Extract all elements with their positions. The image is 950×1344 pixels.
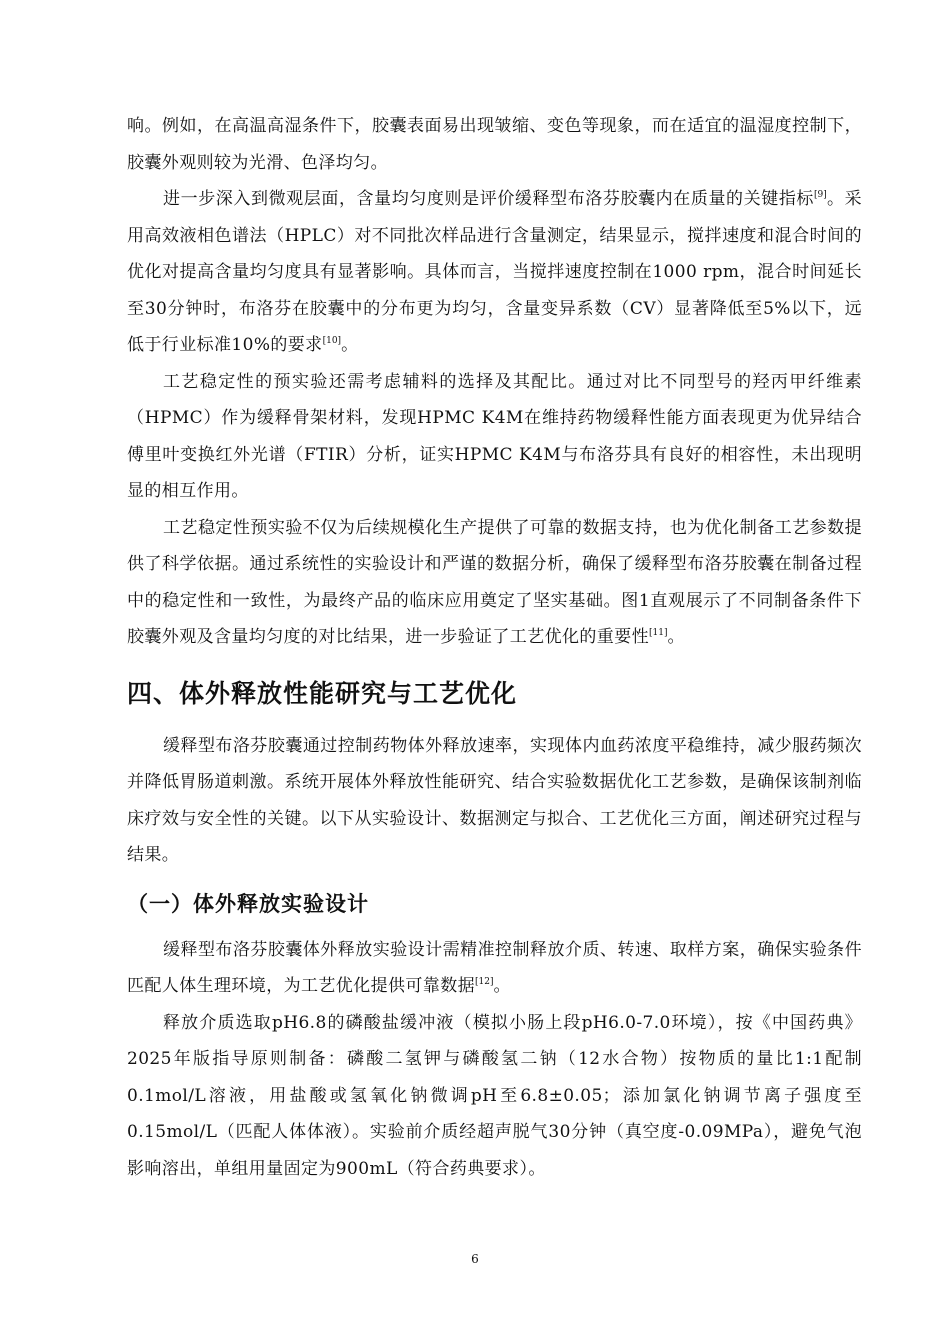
paragraph-text: 缓释型布洛芬胶囊体外释放实验设计需精准控制释放介质、转速、取样方案，确保实验条件匹配人体生理环境，为工艺优化提供可靠数据 — [127, 939, 862, 996]
document-body — [127, 108, 862, 1187]
paragraph-text: 释放介质选取pH6.8的磷酸盐缓冲液（模拟小肠上段pH6.0-7.0环境），按《中国药典》2025年版指导原则制备：磷酸二氢钾与磷酸氢二钠（12水合物）按物质的量比1:1配制0.1mol/L溶液，用盐酸或氢氧化钠微调pH至6.8±0.05；添加氯化钠调节离子强度至0.15mol/L（匹配人体体液）。实验前介质经超声脱气30分钟（真空度-0.09MPa），避免气泡影响溶出，单组用量固定为900mL（符合药典要求）。 — [127, 1012, 862, 1179]
paragraph-text: 工艺稳定性的预实验还需考虑辅料的选择及其配比。通过对比不同型号的羟丙甲纤维素（HPMC）作为缓释骨架材料，发现HPMC K4M在维持药物缓释性能方面表现更为优异结合傅里叶变换红外光谱（FTIR）分析，证实HPMC K4M与布洛芬具有良好的相容性，未出现明显的相互作用。 — [127, 371, 862, 501]
paragraph-text: 。 — [341, 335, 359, 355]
paragraph-excipients — [127, 364, 862, 510]
paragraph-release-medium — [127, 1005, 862, 1188]
citation: [10] — [322, 336, 342, 346]
paragraph-process-stability — [127, 510, 862, 656]
paragraph-section-intro — [127, 728, 862, 874]
paragraph-text: 缓释型布洛芬胶囊通过控制药物体外释放速率，实现体内血药浓度平稳维持，减少服药频次并降低胃肠道刺激。系统开展体外释放性能研究、结合实验数据优化工艺参数，是确保该制剂临床疗效与安全性的关键。以下从实验设计、数据测定与拟合、工艺优化三方面，阐述研究过程与结果。 — [127, 735, 862, 865]
paragraph-release-design — [127, 932, 862, 1005]
paragraph-text: 。 — [493, 976, 511, 996]
citation: [12] — [475, 977, 494, 987]
paragraph-text: 。采用高效液相色谱法（HPLC）对不同批次样品进行含量测定，结果显示，搅拌速度和混合时间的优化对提高含量均匀度具有显著影响。具体而言，当搅拌速度控制在1000 rpm，混合时间延长至30分钟时，布洛芬在胶囊中的分布更为均匀，含量变异系数（CV）显著降低至5%以下，远低于行业标准10%的要求 — [127, 189, 862, 355]
paragraph-text: 响。例如，在高温高湿条件下，胶囊表面易出现皱缩、变色等现象，而在适宜的温湿度控制下，胶囊外观则较为光滑、色泽均匀。 — [127, 116, 862, 173]
paragraph-text: 进一步深入到微观层面，含量均匀度则是评价缓释型布洛芬胶囊内在质量的关键指标 — [163, 189, 815, 209]
paragraph-continued — [127, 108, 862, 181]
paragraph-text: 工艺稳定性预实验不仅为后续规模化生产提供了可靠的数据支持，也为优化制备工艺参数提供了科学依据。通过系统性的实验设计和严谨的数据分析，确保了缓释型布洛芬胶囊在制备过程中的稳定性和一致性，为最终产品的临床应用奠定了坚实基础。图1直观展示了不同制备条件下胶囊外观及含量均匀度的对比结果，进一步验证了工艺优化的重要性 — [127, 517, 862, 647]
paragraph-text: 。 — [667, 627, 685, 647]
citation: [11] — [649, 628, 668, 638]
page-number: 6 — [471, 1252, 479, 1266]
section-heading: 四、体外释放性能研究与工艺优化 — [127, 678, 518, 708]
subsection-heading: （一）体外释放实验设计 — [127, 891, 369, 916]
paragraph-content-uniformity — [127, 181, 862, 364]
citation: [9] — [814, 190, 827, 200]
